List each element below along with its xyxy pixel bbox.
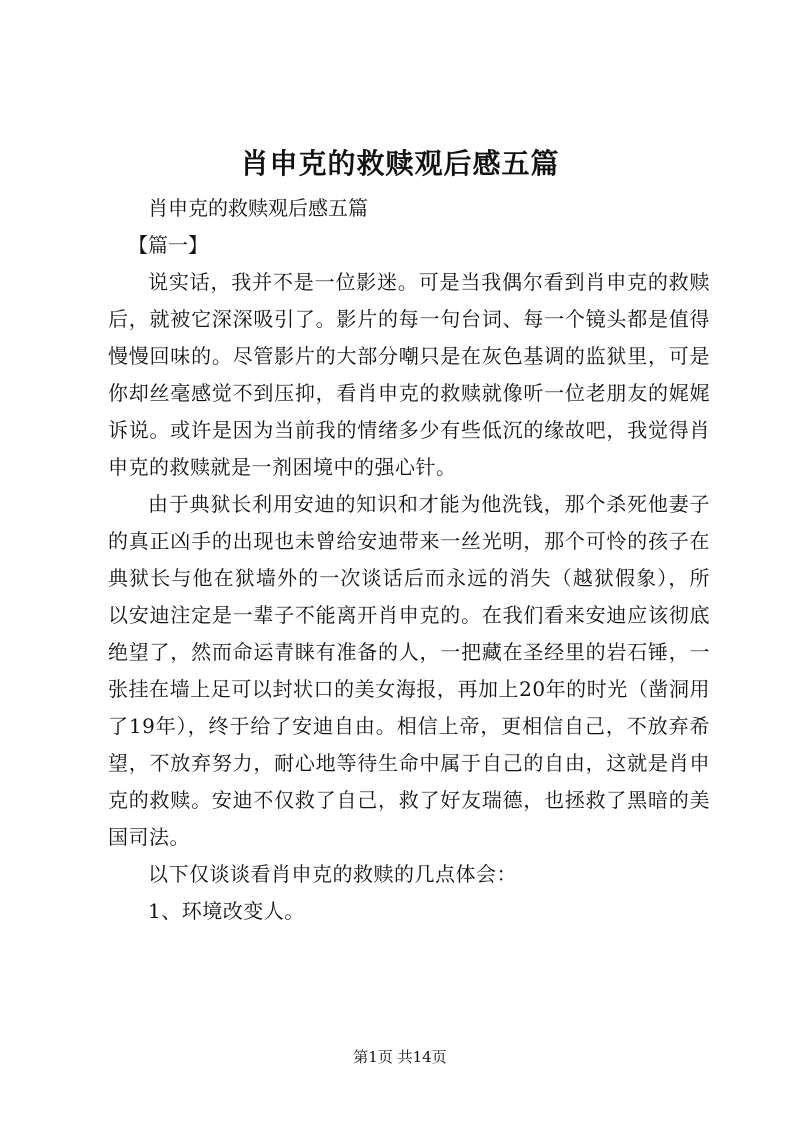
paragraph-4: 1、环境改变人。 — [148, 899, 305, 923]
paragraph-2: 由于典狱长利用安迪的知识和才能为他洗钱，那个杀死他妻子的真正凶手的出现也未曾给安迪带来一丝光明，那个可怜的孩子在典狱长与他在狱墙外的一次谈话后而永远的消失（越狱假象），所以安迪注定是一辈子不能离开肖申克的。在我们看来安迪应该彻底绝望了，然而命运青睐有准备的人，一把藏在圣经里的岩石锤，一张挂在墙上足可以封状口的美女海报，再加上20年的时光（凿洞用了19年），终于给了安迪自由。相信上帝，更相信自己，不放弃希望，不放弃努力，耐心地等待生命中属于自己的自由，这就是肖申克的救赎。安迪不仅救了自己，救了好友瑞德，也拯救了黑暗的美国司法。 — [108, 492, 710, 849]
section-label: 【篇一】 — [128, 233, 208, 257]
paragraph-3: 以下仅谈谈看肖申克的救赎的几点体会： — [148, 862, 517, 886]
page-indicator: 第1页 共14页 — [353, 1048, 447, 1066]
document-subtitle: 肖申克的救赎观后感五篇 — [148, 196, 368, 220]
paragraph-1: 说实话，我并不是一位影迷。可是当我偶尔看到肖申克的救赎后，就被它深深吸引了。影片的每一句台词、每一个镜头都是值得慢慢回味的。尽管影片的大部分嘲只是在灰色基调的监狱里，可是你却丝毫感觉不到压抑，看肖申克的救赎就像听一位老朋友的娓娓诉说。或许是因为当前我的情绪多少有些低沉的缘故吧，我觉得肖申克的救赎就是一剂困境中的强心针。 — [108, 270, 710, 479]
document-body — [108, 190, 710, 930]
document-title: 肖申克的救赎观后感五篇 — [240, 147, 560, 180]
